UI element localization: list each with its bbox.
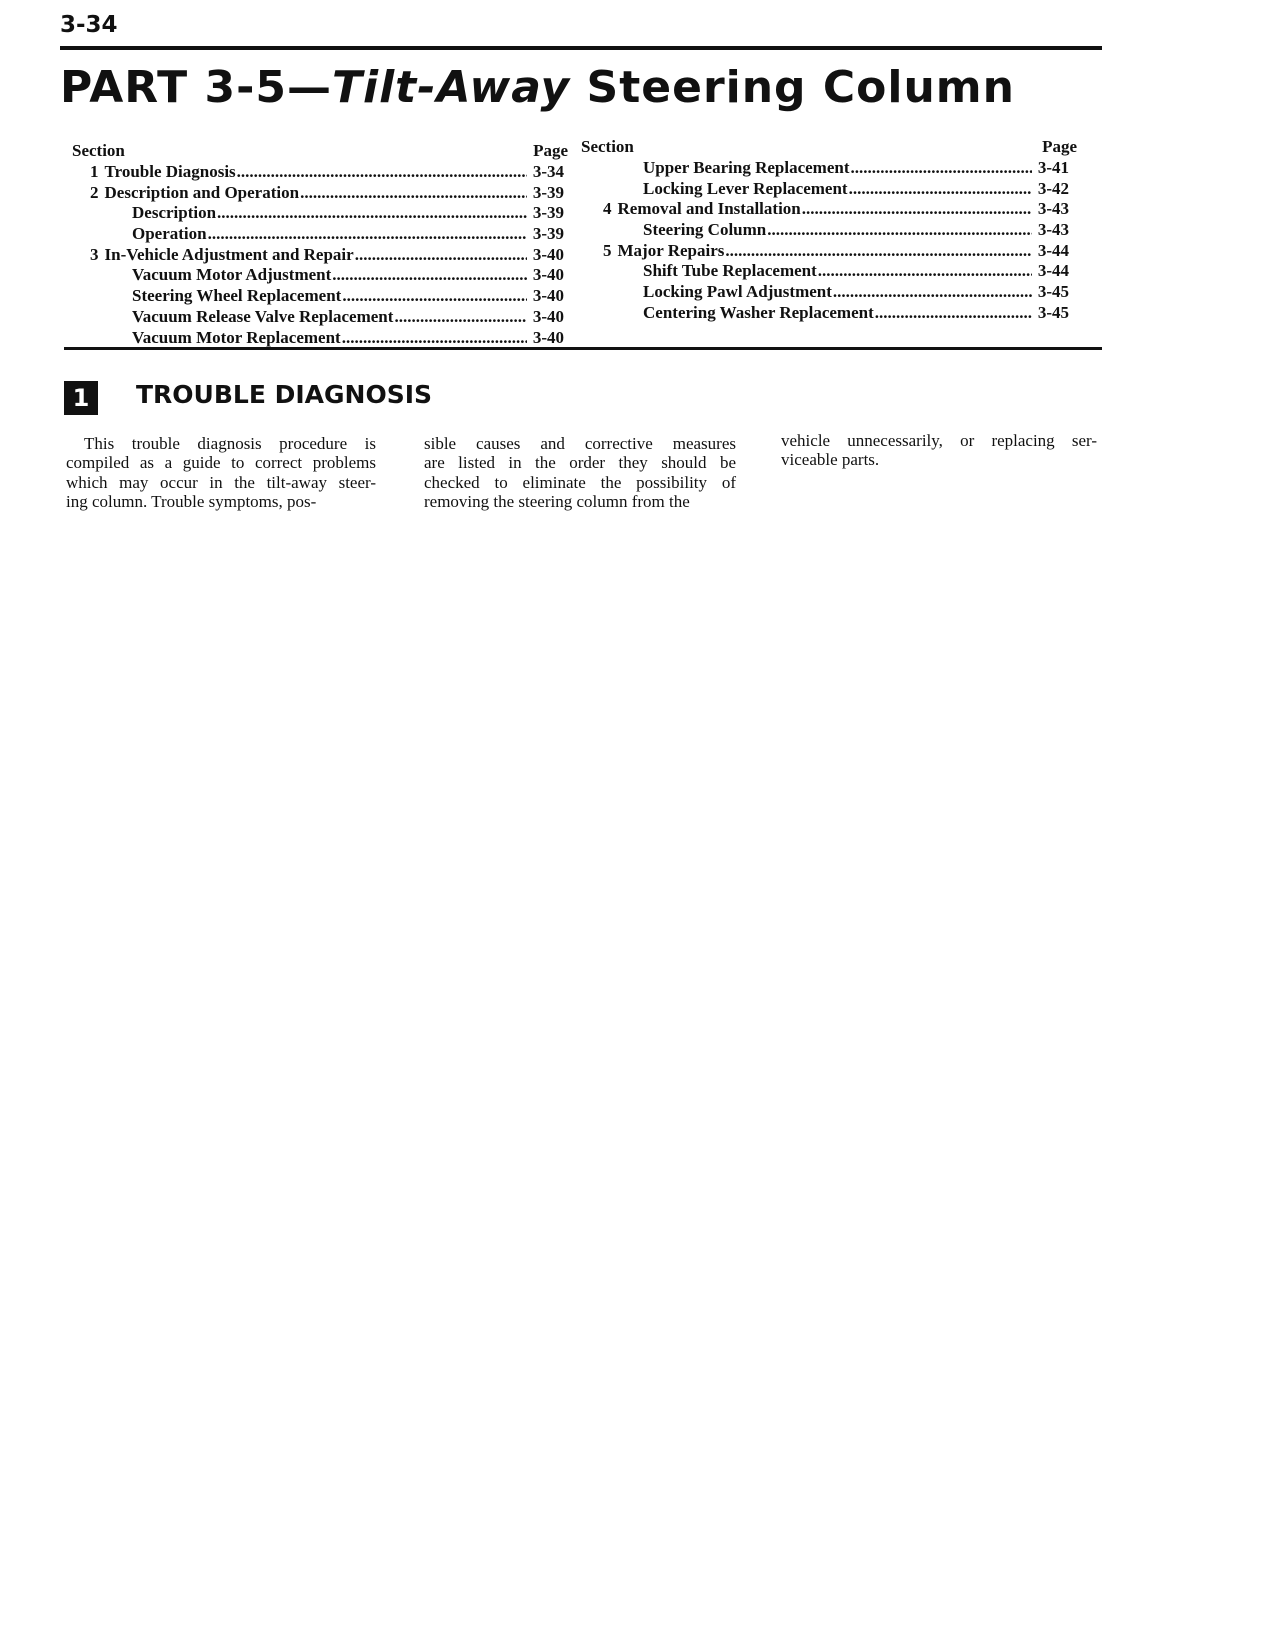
part-title-suffix: Steering Column xyxy=(570,62,1015,113)
toc-dot-leader xyxy=(849,179,1032,200)
toc-entry-label: Steering Column xyxy=(643,220,767,240)
section-heading: TROUBLE DIAGNOSIS xyxy=(136,380,433,409)
toc-entry xyxy=(581,282,1077,303)
toc-entry xyxy=(581,179,1077,200)
toc-entry-page: 3-43 xyxy=(1037,220,1069,240)
body-text-line: checked to eliminate the possibility of xyxy=(424,472,736,492)
toc-dot-leader xyxy=(875,303,1032,324)
toc-right-header xyxy=(581,136,1077,158)
toc-dot-leader xyxy=(300,183,527,204)
toc-entry-number: 4 xyxy=(603,199,612,219)
body-text-line: vehicle unnecessarily, or replacing ser- xyxy=(781,431,1097,450)
part-title-emphasis: Tilt-Away xyxy=(332,62,571,113)
body-text-line: which may occur in the tilt-away steer- xyxy=(66,472,376,492)
toc-entry-page: 3-45 xyxy=(1037,282,1069,302)
toc-entry xyxy=(72,224,568,245)
body-column-2 xyxy=(424,434,736,512)
toc-entry-label: Steering Wheel Replacement xyxy=(132,286,342,306)
toc-entry-label: Major Repairs xyxy=(617,240,725,260)
toc-entry-label: Operation xyxy=(132,224,207,244)
toc-entry xyxy=(581,241,1077,262)
toc-entry-page: 3-39 xyxy=(532,182,564,202)
toc-entry-label: Vacuum Release Valve Replacement xyxy=(132,306,394,326)
body-column-1 xyxy=(66,434,376,512)
toc-entry-label: Vacuum Motor Adjustment xyxy=(132,265,332,285)
toc-dot-leader xyxy=(767,220,1032,241)
section-number-badge: 1 xyxy=(64,381,98,415)
toc-dot-leader xyxy=(851,158,1033,179)
body-text-line: compiled as a guide to correct problems xyxy=(66,453,376,473)
toc-entry xyxy=(72,286,568,307)
toc-entry xyxy=(72,162,568,183)
toc-dot-leader xyxy=(833,282,1032,303)
toc-entry xyxy=(581,199,1077,220)
body-text-line: This trouble diagnosis procedure is xyxy=(84,434,376,453)
toc-entry-label: Vacuum Motor Replacement xyxy=(132,327,341,347)
toc-dot-leader xyxy=(332,265,527,286)
toc-dot-leader xyxy=(394,307,527,328)
toc-entry xyxy=(72,245,568,266)
toc-entry xyxy=(581,303,1077,324)
toc-entry xyxy=(581,220,1077,241)
toc-entry-page: 3-40 xyxy=(532,286,564,306)
body-text-line: viceable parts. xyxy=(781,450,880,470)
toc-entry-page: 3-43 xyxy=(1037,199,1069,219)
toc-entry-label: Trouble Diagnosis xyxy=(104,162,236,181)
toc-entry-label: Removal and Installation xyxy=(617,199,801,219)
body-text-line: ing column. Trouble symptoms, pos- xyxy=(66,492,317,512)
toc-dot-leader xyxy=(818,261,1032,282)
toc-entry-page: 3-40 xyxy=(532,327,564,347)
toc-entry-page: 3-44 xyxy=(1037,261,1069,281)
toc-dot-leader xyxy=(237,162,527,183)
toc-left-header xyxy=(72,140,568,162)
toc-entry-label: Locking Lever Replacement xyxy=(643,178,848,198)
toc-entry-page: 3-39 xyxy=(532,203,564,223)
toc-entry-page: 3-41 xyxy=(1037,158,1069,177)
part-title xyxy=(60,62,1015,113)
toc-section-header: Section xyxy=(581,137,634,156)
toc-left-column xyxy=(72,140,568,348)
toc-entry xyxy=(72,328,568,349)
toc-page-header: Page xyxy=(533,141,568,160)
top-rule xyxy=(60,46,1102,50)
toc-entry xyxy=(581,158,1077,179)
toc-entry xyxy=(581,261,1077,282)
toc-entry-page: 3-44 xyxy=(1037,240,1069,260)
body-column-3 xyxy=(781,431,1097,470)
toc-dot-leader xyxy=(208,224,527,245)
toc-entry-number: 5 xyxy=(603,240,612,260)
toc-entry-label: Centering Washer Replacement xyxy=(643,302,874,322)
toc-dot-leader xyxy=(342,328,527,349)
body-text-line: are listed in the order they should be xyxy=(424,453,736,473)
toc-entry-number: 3 xyxy=(90,244,99,264)
toc-entry-page: 3-42 xyxy=(1037,178,1069,198)
toc-entry-number: 2 xyxy=(90,182,99,202)
toc-entry-label: Locking Pawl Adjustment xyxy=(643,282,832,302)
toc-entry xyxy=(72,203,568,224)
toc-entry xyxy=(72,307,568,328)
toc-bottom-rule xyxy=(64,347,1102,350)
toc-entry-label: Description and Operation xyxy=(104,182,300,202)
toc-entry-page: 3-40 xyxy=(532,306,564,326)
toc-dot-leader xyxy=(725,241,1032,262)
toc-entry-page: 3-40 xyxy=(532,265,564,285)
toc-entry xyxy=(72,183,568,204)
toc-dot-leader xyxy=(217,203,527,224)
part-title-prefix: PART 3-5— xyxy=(60,62,332,113)
toc-entry-label: Shift Tube Replacement xyxy=(643,261,817,281)
toc-dot-leader xyxy=(802,199,1032,220)
toc-section-header: Section xyxy=(72,141,125,160)
toc-page-header: Page xyxy=(1042,137,1077,156)
toc-entry-label: In-Vehicle Adjustment and Repair xyxy=(104,244,354,264)
toc-entry-page: 3-34 xyxy=(532,162,564,181)
toc-entry-label: Description xyxy=(132,203,217,223)
toc-right-column xyxy=(581,136,1077,324)
toc-entry-label: Upper Bearing Replacement xyxy=(643,158,850,177)
page-number: 3-34 xyxy=(60,12,118,38)
toc-entry-number: 1 xyxy=(90,162,99,181)
toc-entry-page: 3-45 xyxy=(1037,302,1069,322)
toc-entry-page: 3-40 xyxy=(532,244,564,264)
body-text-line: removing the steering column from the xyxy=(424,492,690,512)
body-text-line: sible causes and corrective measures xyxy=(424,434,736,453)
toc-dot-leader xyxy=(355,245,527,266)
toc-entry-page: 3-39 xyxy=(532,224,564,244)
toc-dot-leader xyxy=(342,286,527,307)
toc-entry xyxy=(72,265,568,286)
